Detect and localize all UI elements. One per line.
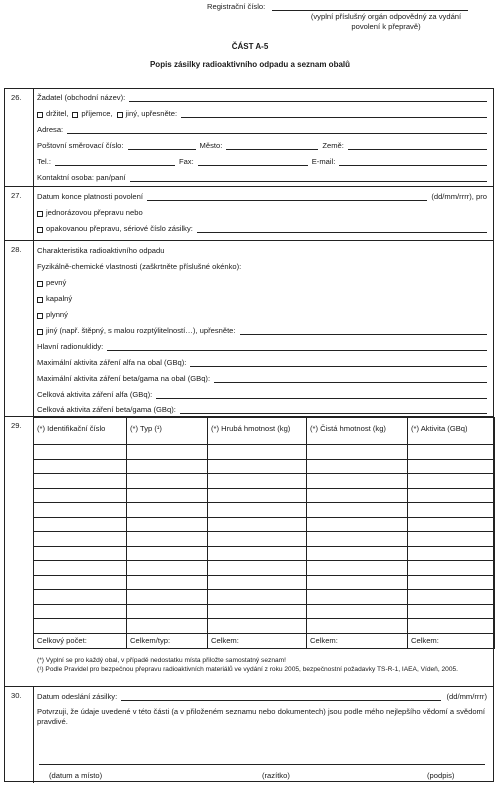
max-beta-row bbox=[37, 373, 487, 383]
page-title: Popis zásilky radioaktivního odpadu a seznam obalů bbox=[149, 60, 351, 69]
solid-label: pevný bbox=[46, 278, 67, 287]
footnote-star: (*) Vyplní se pro každý obal, v případě nedostatku místa přiložte samostatný seznam! bbox=[37, 657, 286, 664]
recipient-checkbox[interactable] bbox=[72, 112, 78, 118]
table-cell[interactable] bbox=[307, 488, 408, 503]
table-cell[interactable] bbox=[208, 575, 307, 590]
table-cell[interactable] bbox=[208, 604, 307, 619]
other-role-label: jiný, upřesněte: bbox=[125, 109, 178, 118]
table-cell[interactable] bbox=[34, 561, 127, 576]
table-cell[interactable] bbox=[408, 488, 495, 503]
total-beta-row bbox=[37, 404, 487, 414]
table-cell[interactable] bbox=[307, 546, 408, 561]
table-cell[interactable] bbox=[408, 459, 495, 474]
table-row bbox=[34, 575, 495, 590]
table-cell[interactable] bbox=[34, 619, 127, 634]
address-label: Adresa: bbox=[37, 125, 64, 134]
column-header-id: (*) Identifikační číslo bbox=[34, 418, 127, 445]
email-label: E-mail: bbox=[311, 157, 336, 166]
table-cell[interactable] bbox=[127, 546, 208, 561]
country-field[interactable] bbox=[348, 143, 487, 150]
divider bbox=[33, 89, 34, 186]
table-cell[interactable] bbox=[208, 619, 307, 634]
total-alpha-field[interactable] bbox=[156, 392, 487, 399]
applicant-field[interactable] bbox=[129, 95, 487, 102]
table-cell[interactable] bbox=[208, 517, 307, 532]
section-30 bbox=[5, 686, 493, 783]
table-cell[interactable] bbox=[127, 459, 208, 474]
postal-field[interactable] bbox=[128, 143, 196, 150]
total-alpha-row bbox=[37, 389, 487, 399]
table-header-row bbox=[34, 418, 495, 445]
table-row bbox=[34, 517, 495, 532]
table-cell[interactable] bbox=[408, 561, 495, 576]
table-cell[interactable] bbox=[34, 474, 127, 489]
table-cell[interactable] bbox=[127, 532, 208, 547]
solid-row bbox=[37, 277, 487, 287]
table-cell[interactable] bbox=[34, 488, 127, 503]
nuclides-row bbox=[37, 341, 487, 351]
city-field[interactable] bbox=[226, 143, 318, 150]
signature-line[interactable] bbox=[39, 764, 485, 765]
table-row bbox=[34, 604, 495, 619]
table-cell[interactable] bbox=[307, 561, 408, 576]
table-cell[interactable] bbox=[34, 503, 127, 518]
role-row bbox=[37, 108, 487, 118]
expiry-field[interactable] bbox=[147, 194, 427, 201]
table-row bbox=[34, 503, 495, 518]
table-cell[interactable] bbox=[208, 590, 307, 605]
liquid-checkbox[interactable] bbox=[37, 297, 43, 303]
table-cell[interactable] bbox=[208, 546, 307, 561]
fax-label: Fax: bbox=[178, 157, 194, 166]
contact-row bbox=[37, 172, 487, 182]
city-label: Město: bbox=[199, 141, 223, 150]
confirmation-text: Potvrzuji, že údaje uvedené v této části (a v přiloženém seznamu nebo dokumentech) jsou podle mého nejlepšího vědomí a svědomí pravdivé. bbox=[37, 707, 485, 726]
table-row bbox=[34, 532, 495, 547]
registration-note-line1: (vyplní příslušný orgán odpovědný za vydání bbox=[310, 12, 462, 21]
section-number: 30. bbox=[11, 691, 22, 700]
repeated-label: opakovanou přepravu, sériové číslo zásilky: bbox=[46, 224, 193, 233]
table-cell[interactable] bbox=[408, 517, 495, 532]
table-cell[interactable] bbox=[127, 604, 208, 619]
solid-checkbox[interactable] bbox=[37, 281, 43, 287]
postal-label: Poštovní směrovací číslo: bbox=[37, 141, 124, 150]
expiry-label: Datum konce platnosti povolení bbox=[37, 192, 143, 201]
table-cell[interactable] bbox=[127, 590, 208, 605]
table-row bbox=[34, 546, 495, 561]
table-cell[interactable] bbox=[408, 619, 495, 634]
table-cell[interactable] bbox=[34, 546, 127, 561]
gas-checkbox[interactable] bbox=[37, 313, 43, 319]
table-cell[interactable] bbox=[208, 561, 307, 576]
physchem-label: Fyzikálně-chemické vlastnosti (zaškrtněte příslušné okénko): bbox=[37, 262, 242, 271]
table-cell[interactable] bbox=[127, 503, 208, 518]
table-row bbox=[34, 488, 495, 503]
table-cell[interactable] bbox=[408, 532, 495, 547]
table-cell[interactable] bbox=[34, 445, 127, 460]
recipient-label: příjemce, bbox=[81, 109, 113, 118]
table-cell[interactable] bbox=[307, 532, 408, 547]
country-label: Země: bbox=[322, 141, 344, 150]
single-checkbox[interactable] bbox=[37, 211, 43, 217]
table-cell[interactable] bbox=[127, 575, 208, 590]
table-cell[interactable] bbox=[34, 517, 127, 532]
repeated-row bbox=[37, 223, 487, 233]
dispatch-date-field[interactable] bbox=[121, 694, 440, 701]
section-number: 27. bbox=[11, 191, 22, 200]
section-28 bbox=[5, 240, 493, 416]
nuclides-field[interactable] bbox=[107, 344, 487, 351]
table-cell[interactable] bbox=[307, 459, 408, 474]
total-net: Celkem: bbox=[307, 633, 408, 648]
divider bbox=[33, 187, 34, 240]
table-cell[interactable] bbox=[208, 488, 307, 503]
section-26 bbox=[5, 89, 493, 186]
column-header-gross: (*) Hrubá hmotnost (kg) bbox=[208, 418, 307, 445]
table-cell[interactable] bbox=[408, 590, 495, 605]
total-beta-label: Celková aktivita záření beta/gama (GBq): bbox=[37, 405, 176, 414]
table-cell[interactable] bbox=[307, 604, 408, 619]
physchem-row bbox=[37, 261, 487, 271]
stamp-label: (razítko) bbox=[262, 771, 290, 780]
table-cell[interactable] bbox=[408, 445, 495, 460]
registration-note-line2: povolení k přepravě) bbox=[351, 21, 421, 31]
other-property-row bbox=[37, 325, 487, 335]
table-cell[interactable] bbox=[127, 474, 208, 489]
table-cell[interactable] bbox=[408, 546, 495, 561]
registration-field[interactable] bbox=[272, 10, 468, 11]
table-row bbox=[34, 619, 495, 634]
table-cell[interactable] bbox=[127, 561, 208, 576]
dispatch-date-format: (dd/mm/rrrr) bbox=[446, 692, 487, 701]
total-activity: Celkem: bbox=[408, 633, 495, 648]
table-cell[interactable] bbox=[307, 619, 408, 634]
table-cell[interactable] bbox=[208, 532, 307, 547]
section-number: 26. bbox=[11, 93, 22, 102]
other-property-label: jiný (např. štěpný, s malou rozptýlitelností…), upřesněte: bbox=[46, 326, 236, 335]
total-alpha-label: Celková aktivita záření alfa (GBq): bbox=[37, 390, 153, 399]
single-row bbox=[37, 207, 487, 217]
table-cell[interactable] bbox=[408, 474, 495, 489]
phone-label: Tel.: bbox=[37, 157, 51, 166]
address-row bbox=[37, 124, 487, 134]
fax-field[interactable] bbox=[198, 159, 308, 166]
table-cell[interactable] bbox=[34, 590, 127, 605]
serial-number-field[interactable] bbox=[197, 226, 487, 233]
table-cell[interactable] bbox=[307, 445, 408, 460]
phone-row bbox=[37, 156, 487, 166]
gas-row bbox=[37, 309, 487, 319]
table-row bbox=[34, 561, 495, 576]
max-beta-field[interactable] bbox=[214, 376, 487, 383]
table-cell[interactable] bbox=[34, 604, 127, 619]
address-field[interactable] bbox=[67, 127, 487, 134]
other-property-field[interactable] bbox=[240, 328, 487, 335]
max-alpha-row bbox=[37, 357, 487, 367]
registration-note bbox=[296, 12, 476, 31]
phone-field[interactable] bbox=[55, 159, 175, 166]
single-label: jednorázovou přepravu nebo bbox=[46, 208, 143, 217]
table-cell[interactable] bbox=[127, 488, 208, 503]
other-property-checkbox[interactable] bbox=[37, 329, 43, 335]
expiry-format: (dd/mm/rrrr), pro bbox=[431, 192, 487, 201]
table-row bbox=[34, 445, 495, 460]
section-29 bbox=[5, 416, 493, 686]
table-cell[interactable] bbox=[127, 517, 208, 532]
date-place-label: (datum a místo) bbox=[49, 771, 103, 780]
column-header-activity: (*) Aktivita (GBq) bbox=[408, 418, 495, 445]
characteristics-label: Charakteristika radioaktivního odpadu bbox=[37, 246, 165, 255]
section-27 bbox=[5, 186, 493, 240]
max-beta-label: Maximální aktivita záření beta/gama na obal (GBq): bbox=[37, 374, 211, 383]
other-role-checkbox[interactable] bbox=[117, 112, 123, 118]
gas-label: plynný bbox=[46, 310, 68, 319]
footnotes bbox=[37, 657, 487, 674]
table-cell[interactable] bbox=[208, 445, 307, 460]
applicant-row bbox=[37, 92, 487, 102]
table-cell[interactable] bbox=[307, 575, 408, 590]
liquid-label: kapalný bbox=[46, 294, 73, 303]
table-cell[interactable] bbox=[307, 517, 408, 532]
repeated-checkbox[interactable] bbox=[37, 227, 43, 233]
table-row bbox=[34, 474, 495, 489]
table-row bbox=[34, 459, 495, 474]
table-cell[interactable] bbox=[34, 575, 127, 590]
contact-label: Kontaktní osoba: pan/paní bbox=[37, 173, 126, 182]
table-cell[interactable] bbox=[408, 575, 495, 590]
total-per-type: Celkem/typ: bbox=[127, 633, 208, 648]
total-count: Celkový počet: bbox=[34, 633, 127, 648]
totals-row bbox=[34, 633, 495, 648]
registration-label: Registrační číslo: bbox=[207, 2, 266, 11]
holder-label: držitel, bbox=[46, 109, 69, 118]
total-beta-field[interactable] bbox=[180, 407, 487, 414]
table-cell[interactable] bbox=[34, 532, 127, 547]
total-gross: Celkem: bbox=[208, 633, 307, 648]
dispatch-row bbox=[37, 691, 487, 701]
table-cell[interactable] bbox=[408, 503, 495, 518]
part-title: ČÁST A-5 bbox=[231, 42, 269, 51]
holder-checkbox[interactable] bbox=[37, 112, 43, 118]
form-table bbox=[4, 88, 494, 782]
liquid-row bbox=[37, 293, 487, 303]
other-role-field[interactable] bbox=[181, 111, 487, 118]
divider bbox=[33, 241, 34, 416]
postal-row bbox=[37, 140, 487, 150]
table-cell[interactable] bbox=[34, 459, 127, 474]
characteristics-row bbox=[37, 245, 487, 255]
table-cell[interactable] bbox=[307, 474, 408, 489]
table-row bbox=[34, 590, 495, 605]
max-alpha-label: Maximální aktivita záření alfa na obal (GBq): bbox=[37, 358, 187, 367]
signature-label: (podpis) bbox=[427, 771, 455, 780]
section-number: 28. bbox=[11, 245, 22, 254]
section-number: 29. bbox=[11, 421, 22, 430]
table-cell[interactable] bbox=[127, 445, 208, 460]
divider bbox=[33, 687, 34, 783]
table-cell[interactable] bbox=[307, 503, 408, 518]
table-cell[interactable] bbox=[307, 590, 408, 605]
packages-table bbox=[33, 417, 495, 649]
table-cell[interactable] bbox=[208, 474, 307, 489]
table-cell[interactable] bbox=[208, 459, 307, 474]
footnote-1: (¹) Podle Pravidel pro bezpečnou přepravu radioaktivních materiálů ve vydání z roku 2005, bezpečnostní požadavky TS-R-1, IAEA, Vídeň, 2005. bbox=[37, 665, 459, 673]
table-cell[interactable] bbox=[208, 503, 307, 518]
column-header-net: (*) Čistá hmotnost (kg) bbox=[307, 418, 408, 445]
expiry-row bbox=[37, 191, 487, 201]
dispatch-label: Datum odeslání zásilky: bbox=[37, 692, 118, 701]
contact-field[interactable] bbox=[130, 175, 487, 182]
table-cell[interactable] bbox=[127, 619, 208, 634]
form-header bbox=[0, 0, 500, 88]
table-cell[interactable] bbox=[408, 604, 495, 619]
nuclides-label: Hlavní radionuklidy: bbox=[37, 342, 104, 351]
email-field[interactable] bbox=[339, 159, 487, 166]
max-alpha-field[interactable] bbox=[190, 360, 487, 367]
column-header-type: (*) Typ (¹) bbox=[127, 418, 208, 445]
applicant-label: Žadatel (obchodní název): bbox=[37, 93, 126, 102]
